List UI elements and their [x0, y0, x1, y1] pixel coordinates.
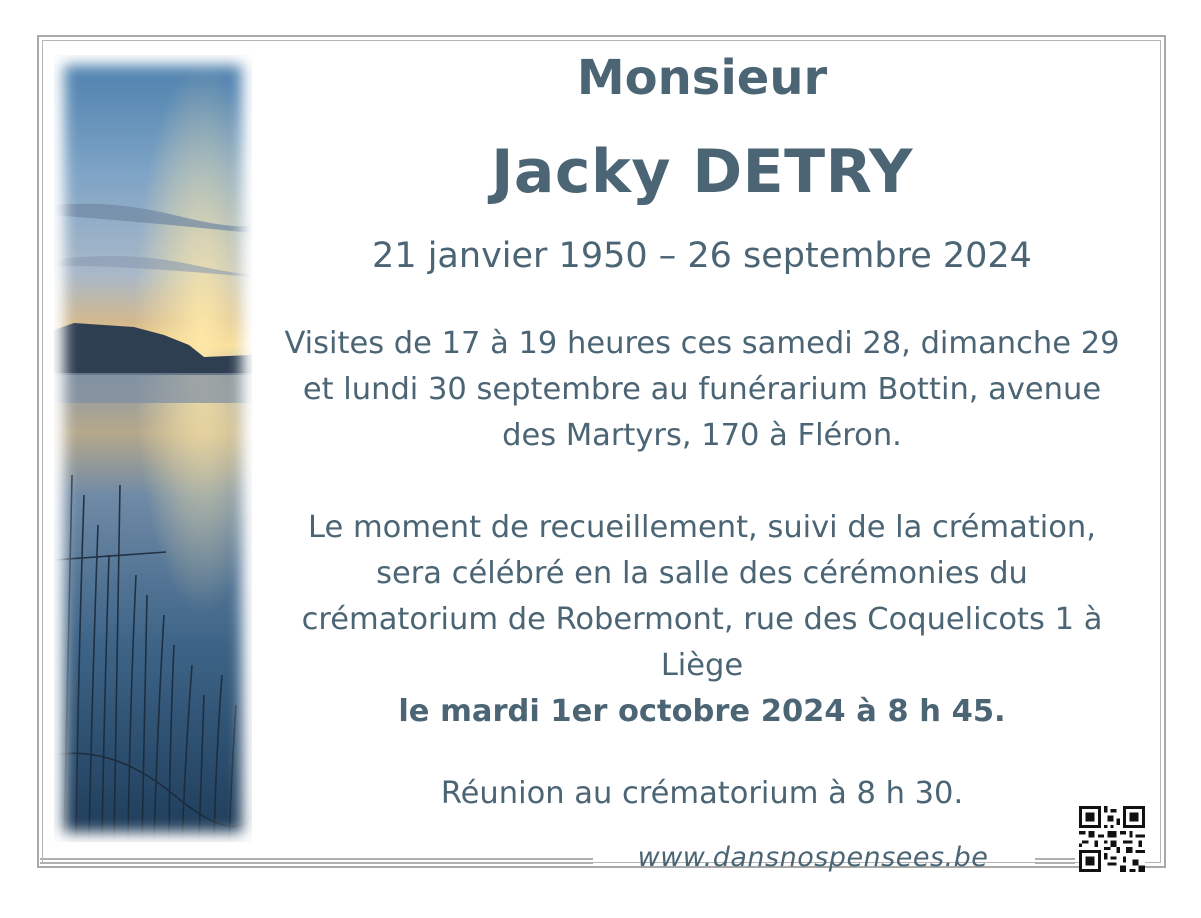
ceremony-line: Le moment de recueillement, suivi de la crémation,	[308, 510, 1096, 545]
deceased-name: Jacky DETRY	[491, 137, 913, 207]
visits-paragraph	[252, 321, 1152, 459]
footer-divider-left	[40, 858, 593, 864]
ceremony-paragraph	[252, 505, 1152, 689]
visits-line: Visites de 17 à 19 heures ces samedi 28, dimanche 29	[284, 326, 1120, 361]
footer-divider-right	[1035, 858, 1075, 864]
qr-code-icon	[1079, 806, 1145, 872]
ceremony-date: le mardi 1er octobre 2024 à 8 h 45.	[398, 694, 1006, 729]
ceremony-line: sera célébré en la salle des cérémonies du	[376, 556, 1028, 591]
website-link[interactable]: www.dansnospensees.be	[637, 842, 989, 873]
life-dates: 21 janvier 1950 – 26 septembre 2024	[372, 236, 1032, 276]
ceremony-line: Liège	[660, 648, 744, 683]
ceremony-line: crématorium de Robermont, rue des Coquelicots 1 à	[301, 602, 1103, 637]
visits-line: des Martyrs, 170 à Fléron.	[502, 418, 902, 453]
lake-sunset-photo	[54, 55, 252, 842]
meeting-info: Réunion au crématorium à 8 h 30.	[440, 776, 964, 811]
visits-line: et lundi 30 septembre au funérarium Bottin, avenue	[302, 372, 1102, 407]
civility-title: Monsieur	[576, 50, 828, 106]
